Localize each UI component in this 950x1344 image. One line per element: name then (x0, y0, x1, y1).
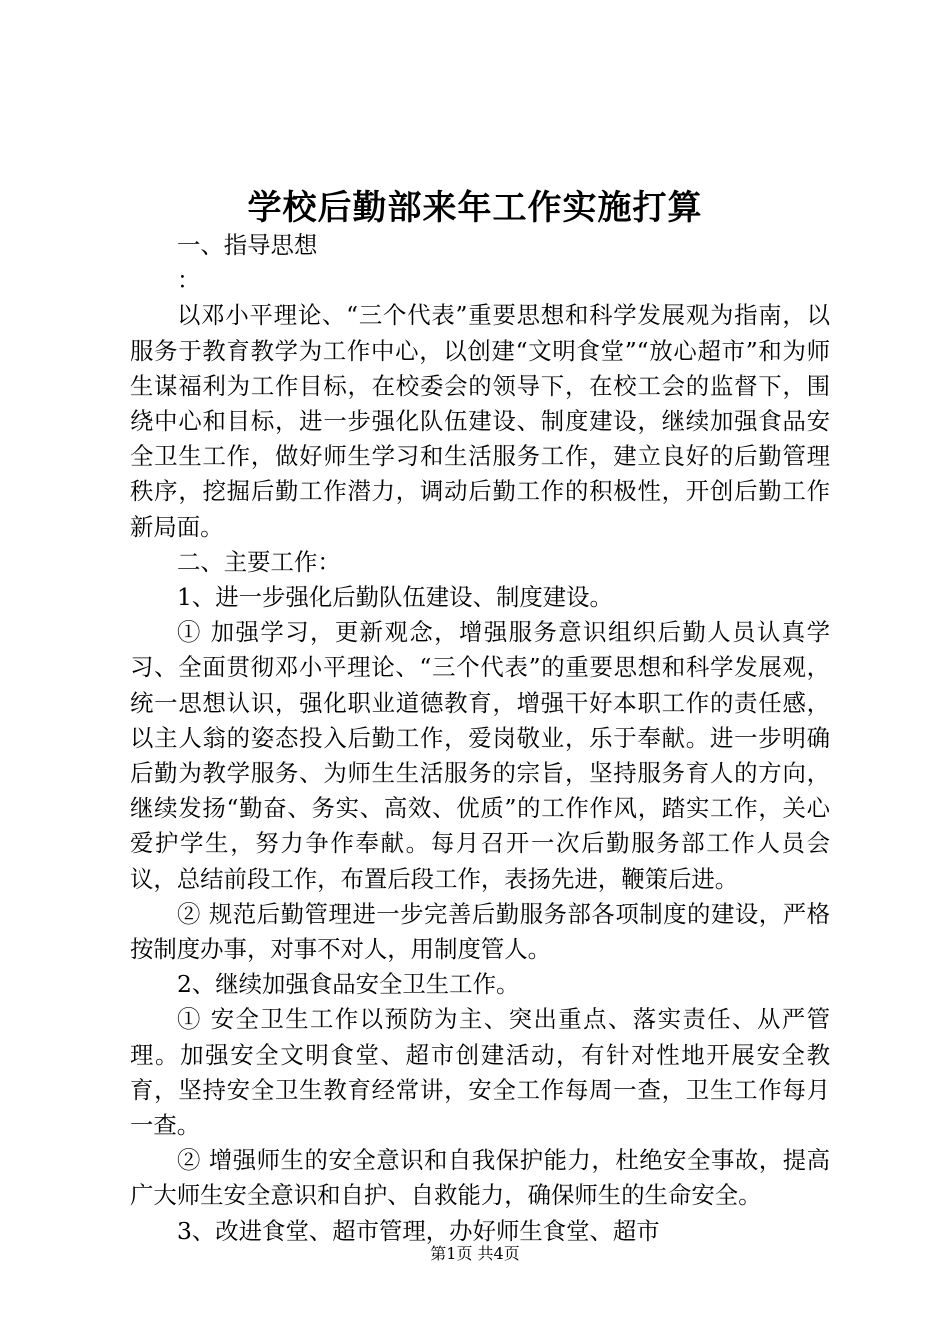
section-heading-main-work: 二、主要工作： (177, 547, 341, 576)
item-heading-1: 1、进一步强化后勤队伍建设、制度建设。 (177, 583, 613, 612)
section-heading-guiding-thought: 一、指导思想 (177, 231, 318, 259)
document-title: 学校后勤部来年工作实施打算 (247, 188, 703, 228)
document-body (130, 228, 830, 1249)
paragraph-2-2: ② 增强师生的安全意识和自我保护能力，杜绝安全事故，提高广大师生安全意识和自护、自救能力，确保师生的生命安全。 (130, 1146, 830, 1210)
colon-line: ： (177, 266, 201, 295)
paragraph-1-1: ① 加强学习，更新观念，增强服务意识组织后勤人员认真学习、全面贯彻邓小平理论、“三个代表”的重要思想和科学发展观，统一思想认识，强化职业道德教育，增强干好本职工作的责任感，以主人翁的姿态投入后勤工作，爱岗敬业，乐于奉献。进一步明确后勤为教学服务、为师生生活服务的宗旨，坚持服务育人的方向，继续发扬“勤奋、务实、高效、优质”的工作作风，踏实工作，关心爱护学生，努力争作奉献。每月召开一次后勤服务部工作人员会议，总结前段工作，布置后段工作，表扬先进，鞭策后进。 (130, 618, 830, 893)
paragraph-2-1: ① 安全卫生工作以预防为主、突出重点、落实责任、从严管理。加强安全文明食堂、超市创建活动，有针对性地开展安全教育，坚持安全卫生教育经常讲，安全工作每周一查，卫生工作每月一查。 (130, 1005, 830, 1140)
paragraph-1-2: ② 规范后勤管理进一步完善后勤服务部各项制度的建设，严格按制度办事，对事不对人，用制度管人。 (130, 899, 830, 964)
paragraph-guiding-thought: 以邓小平理论、“三个代表”重要思想和科学发展观为指南，以服务于教育教学为工作中心，以创建“文明食堂”“放心超市”和为师生谋福利为工作目标，在校委会的领导下，在校工会的监督下，围绕中心和目标，进一步强化队伍建设、制度建设，继续加强食品安全卫生工作，做好师生学习和生活服务工作，建立良好的后勤管理秩序，挖掘后勤工作潜力，调动后勤工作的积极性，开创后勤工作新局面。 (130, 301, 830, 541)
page-footer: 第1页 共4页 (430, 1244, 520, 1263)
item-heading-3: 3、改进食堂、超市管理，办好师生食堂、超市 (177, 1216, 660, 1245)
item-heading-2: 2、继续加强食品安全卫生工作。 (177, 970, 520, 999)
